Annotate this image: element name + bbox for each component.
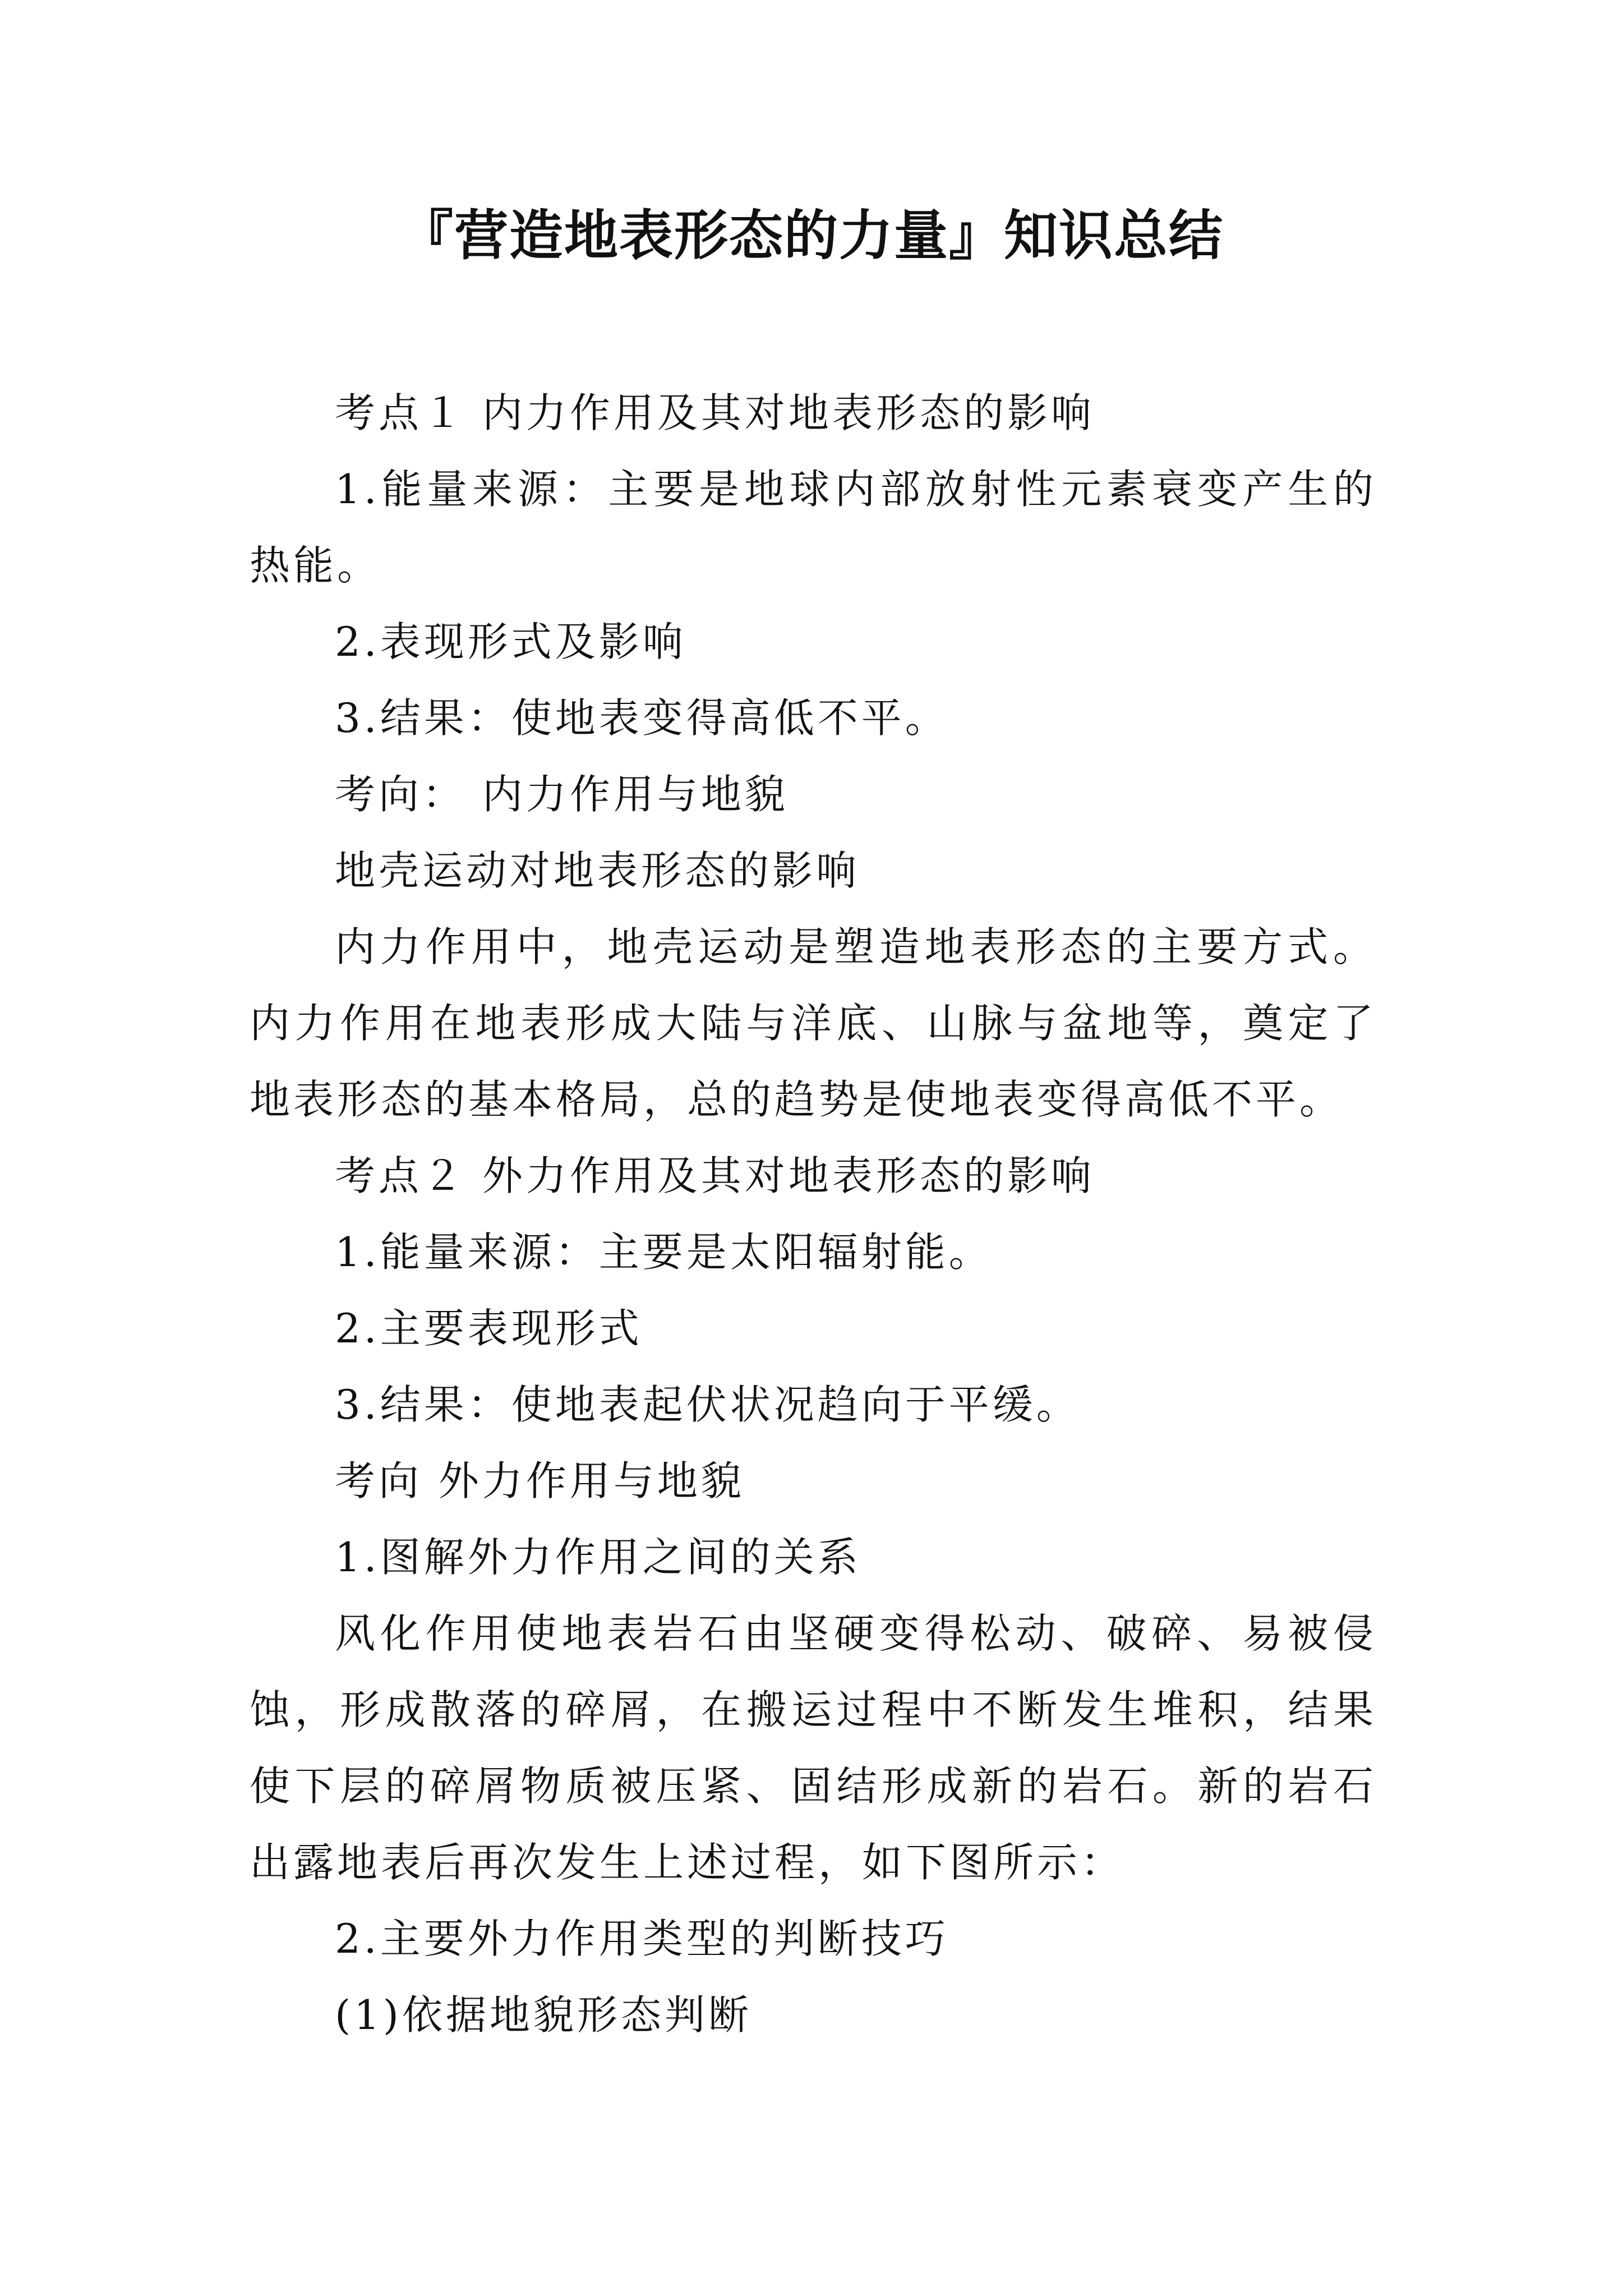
paragraph: 2.表现形式及影响: [335, 618, 686, 665]
paragraph: 1.图解外力作用之间的关系: [335, 1534, 861, 1581]
section-heading: 考点２ 外力作用及其对地表形态的影响: [335, 1152, 1095, 1199]
paragraph: 1.能量来源：主要是地球内部放射性元素衰变产生的热能。: [250, 466, 1377, 589]
subsection-heading: 考向 外力作用与地貌: [335, 1457, 745, 1504]
paragraph: 风化作用使地表岩石由坚硬变得松动、破碎、易被侵蚀，形成散落的碎屑，在搬运过程中不断发生堆积，结果使下层的碎屑物质被压紧、固结形成新的岩石。新的岩石出露地表后再次发生上述过程，如下图所示：: [250, 1610, 1377, 1886]
paragraph: 2.主要表现形式: [335, 1305, 643, 1352]
paragraph: 3.结果：使地表起伏状况趋向于平缓。: [335, 1381, 1080, 1428]
paragraph: 内力作用中，地壳运动是塑造地表形态的主要方式。内力作用在地表形成大陆与洋底、山脉与盆地等，奠定了地表形态的基本格局，总的趋势是使地表变得高低不平。: [250, 923, 1377, 1123]
section-heading: 考点１ 内力作用及其对地表形态的影响: [335, 389, 1095, 436]
paragraph: (1)依据地貌形态判断: [335, 1991, 752, 2039]
paragraph: 地壳运动对地表形态的影响: [335, 847, 860, 894]
paragraph: 3.结果：使地表变得高低不平。: [335, 694, 949, 742]
document-body: [250, 375, 1377, 2053]
document-title: 『营造地表形态的力量』知识总结: [399, 204, 1224, 267]
paragraph: 1.能量来源：主要是太阳辐射能。: [335, 1228, 993, 1276]
paragraph: 2.主要外力作用类型的判断技巧: [335, 1915, 949, 1962]
subsection-heading: 考向： 内力作用与地貌: [335, 771, 789, 818]
